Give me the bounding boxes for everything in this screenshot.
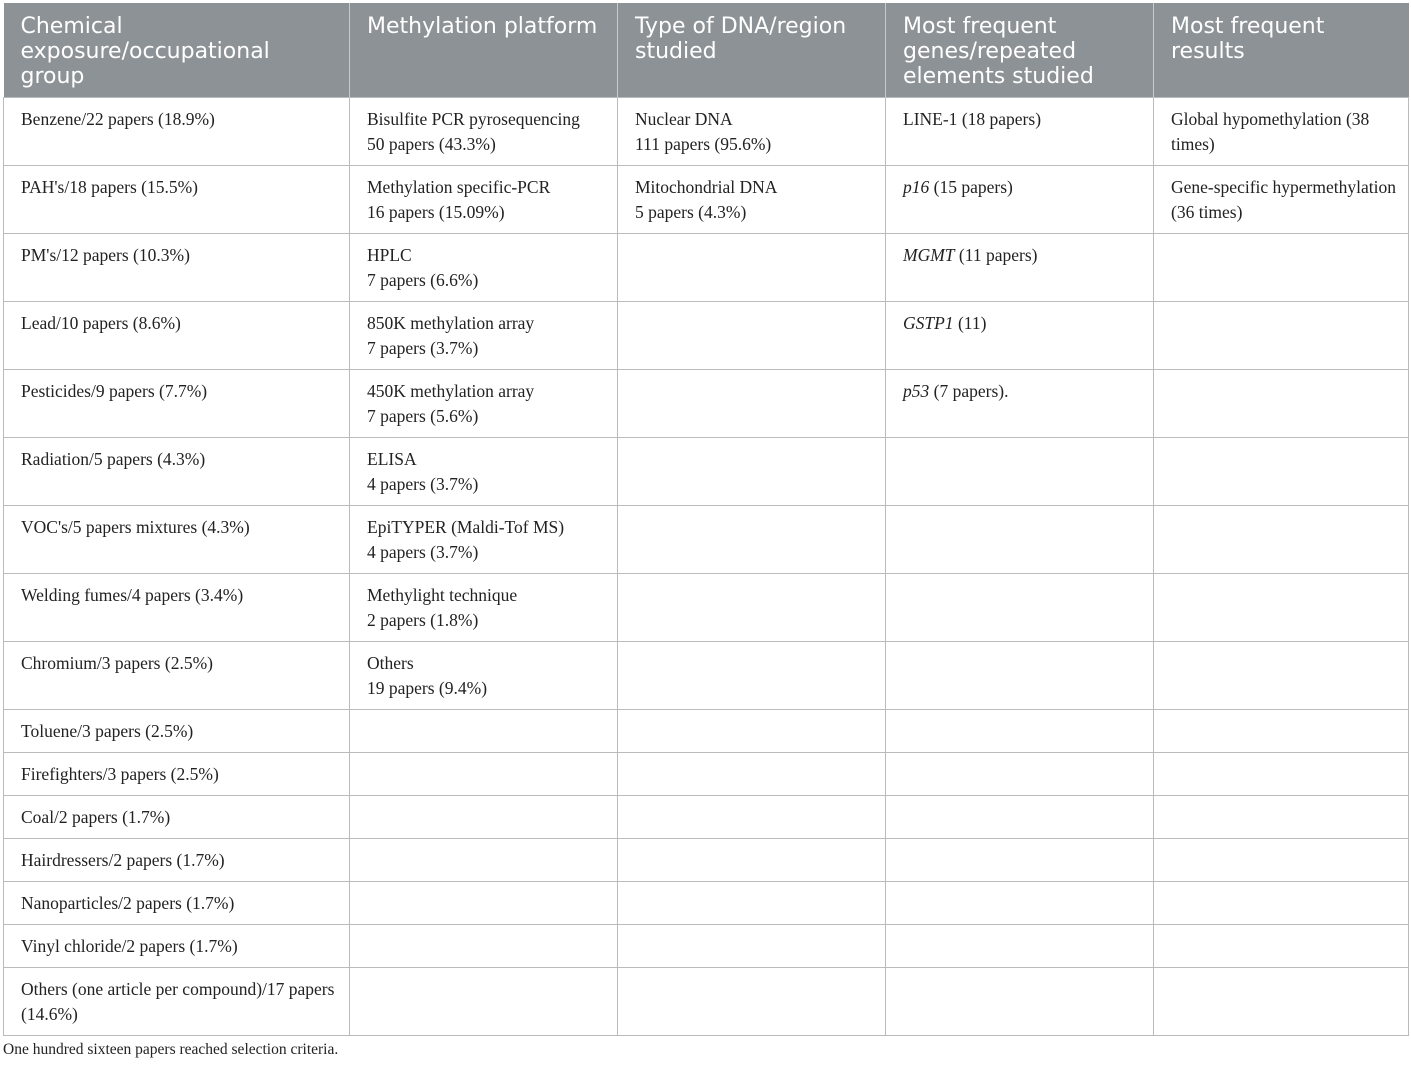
cell-platform [350, 710, 618, 753]
cell-dna-region [618, 98, 886, 166]
platform-count: 4 papers (3.7%) [367, 542, 479, 562]
cell-result [1154, 98, 1409, 166]
cell-result [1154, 234, 1409, 302]
exposure-text: Benzene/22 papers (18.9%) [21, 109, 215, 129]
table-row [4, 753, 1409, 796]
table-row [4, 642, 1409, 710]
table-row [4, 839, 1409, 882]
table-row [4, 234, 1409, 302]
cell-platform [350, 796, 618, 839]
exposure-text: Pesticides/9 papers (7.7%) [21, 381, 208, 401]
cell-platform [350, 370, 618, 438]
cell-gene [886, 574, 1154, 642]
gene-name: LINE-1 [903, 109, 958, 129]
dna-count: 111 papers (95.6%) [635, 134, 772, 154]
cell-dna-region [618, 370, 886, 438]
cell-platform [350, 642, 618, 710]
exposure-text: Chromium/3 papers (2.5%) [21, 653, 213, 673]
cell-exposure [4, 370, 350, 438]
cell-gene [886, 438, 1154, 506]
cell-dna-region [618, 302, 886, 370]
cell-platform [350, 882, 618, 925]
table-row [4, 302, 1409, 370]
cell-exposure [4, 234, 350, 302]
cell-platform [350, 98, 618, 166]
cell-platform [350, 438, 618, 506]
platform-count: 4 papers (3.7%) [367, 474, 479, 494]
exposure-text: PAH's/18 papers (15.5%) [21, 177, 199, 197]
cell-gene [886, 98, 1154, 166]
cell-exposure [4, 166, 350, 234]
table-header [4, 3, 1409, 98]
cell-result [1154, 574, 1409, 642]
cell-result [1154, 506, 1409, 574]
platform-count: 16 papers (15.09%) [367, 202, 505, 222]
table-row [4, 882, 1409, 925]
exposure-text: Firefighters/3 papers (2.5%) [21, 764, 219, 784]
exposure-text: Others (one article per compound)/17 papers (14.6%) [21, 979, 335, 1024]
table-row [4, 574, 1409, 642]
cell-gene [886, 882, 1154, 925]
result-text: Global hypomethylation (38 times) [1171, 109, 1370, 154]
cell-result [1154, 642, 1409, 710]
cell-gene [886, 753, 1154, 796]
cell-gene [886, 710, 1154, 753]
cell-dna-region [618, 642, 886, 710]
cell-exposure [4, 642, 350, 710]
cell-result [1154, 370, 1409, 438]
gene-name: GSTP1 [903, 313, 954, 333]
cell-platform [350, 574, 618, 642]
cell-dna-region [618, 882, 886, 925]
cell-dna-region [618, 710, 886, 753]
methylation-summary-table [3, 3, 1409, 1036]
cell-gene [886, 642, 1154, 710]
cell-dna-region [618, 166, 886, 234]
platform-name: Methylight technique [367, 585, 518, 605]
cell-exposure [4, 710, 350, 753]
cell-gene [886, 968, 1154, 1036]
cell-gene [886, 166, 1154, 234]
platform-name: HPLC [367, 245, 412, 265]
cell-gene [886, 796, 1154, 839]
gene-name: p16 [903, 177, 930, 197]
table-row [4, 968, 1409, 1036]
exposure-text: VOC's/5 papers mixtures (4.3%) [21, 517, 250, 537]
cell-gene [886, 370, 1154, 438]
cell-platform [350, 839, 618, 882]
cell-gene [886, 839, 1154, 882]
cell-platform [350, 234, 618, 302]
cell-result [1154, 925, 1409, 968]
exposure-text: Toluene/3 papers (2.5%) [21, 721, 194, 741]
cell-platform [350, 968, 618, 1036]
cell-result [1154, 839, 1409, 882]
cell-exposure [4, 506, 350, 574]
cell-gene [886, 234, 1154, 302]
table-row [4, 438, 1409, 506]
table-row [4, 925, 1409, 968]
dna-count: 5 papers (4.3%) [635, 202, 747, 222]
cell-result [1154, 796, 1409, 839]
cell-exposure [4, 925, 350, 968]
table-body [4, 98, 1409, 1036]
platform-name: 450K methylation array [367, 381, 535, 401]
cell-result [1154, 302, 1409, 370]
platform-count: 7 papers (3.7%) [367, 338, 479, 358]
gene-name: MGMT [903, 245, 955, 265]
cell-dna-region [618, 506, 886, 574]
header-platform: Methylation platform [350, 3, 618, 98]
exposure-text: PM's/12 papers (10.3%) [21, 245, 190, 265]
table-row [4, 506, 1409, 574]
cell-platform [350, 925, 618, 968]
platform-count: 2 papers (1.8%) [367, 610, 479, 630]
platform-count: 7 papers (6.6%) [367, 270, 479, 290]
table-footnote: One hundred sixteen papers reached selection criteria. [3, 1041, 339, 1058]
dna-name: Mitochondrial DNA [635, 177, 778, 197]
exposure-text: Hairdressers/2 papers (1.7%) [21, 850, 225, 870]
table-row [4, 796, 1409, 839]
platform-name: Methylation specific-PCR [367, 177, 551, 197]
header-genes: Most frequent genes/repeated elements studied [886, 3, 1154, 98]
cell-exposure [4, 882, 350, 925]
cell-dna-region [618, 796, 886, 839]
cell-result [1154, 882, 1409, 925]
cell-gene [886, 506, 1154, 574]
platform-count: 50 papers (43.3%) [367, 134, 496, 154]
cell-result [1154, 438, 1409, 506]
exposure-text: Nanoparticles/2 papers (1.7%) [21, 893, 235, 913]
cell-dna-region [618, 839, 886, 882]
platform-count: 7 papers (5.6%) [367, 406, 479, 426]
table-container [3, 3, 1408, 1036]
gene-count: (11 papers) [954, 245, 1038, 265]
platform-name: Others [367, 653, 414, 673]
gene-name: p53 [903, 381, 930, 401]
cell-dna-region [618, 968, 886, 1036]
cell-dna-region [618, 753, 886, 796]
cell-exposure [4, 796, 350, 839]
cell-dna-region [618, 574, 886, 642]
exposure-text: Lead/10 papers (8.6%) [21, 313, 181, 333]
cell-exposure [4, 753, 350, 796]
table-row [4, 370, 1409, 438]
table-row [4, 166, 1409, 234]
platform-name: EpiTYPER (Maldi-Tof MS) [367, 517, 565, 537]
dna-name: Nuclear DNA [635, 109, 733, 129]
table-row [4, 710, 1409, 753]
exposure-text: Vinyl chloride/2 papers (1.7%) [21, 936, 238, 956]
platform-count: 19 papers (9.4%) [367, 678, 488, 698]
header-dna-region: Type of DNA/region studied [618, 3, 886, 98]
cell-exposure [4, 839, 350, 882]
exposure-text: Welding fumes/4 papers (3.4%) [21, 585, 244, 605]
cell-platform [350, 506, 618, 574]
cell-result [1154, 710, 1409, 753]
result-text: Gene-specific hypermethylation (36 times) [1171, 177, 1396, 222]
cell-exposure [4, 302, 350, 370]
header-results: Most frequent results [1154, 3, 1409, 98]
cell-platform [350, 302, 618, 370]
platform-name: Bisulfite PCR pyrosequencing [367, 109, 580, 129]
platform-name: ELISA [367, 449, 417, 469]
table-row [4, 98, 1409, 166]
cell-exposure [4, 574, 350, 642]
gene-count: (15 papers) [929, 177, 1013, 197]
cell-gene [886, 925, 1154, 968]
exposure-text: Radiation/5 papers (4.3%) [21, 449, 206, 469]
exposure-text: Coal/2 papers (1.7%) [21, 807, 171, 827]
cell-result [1154, 166, 1409, 234]
gene-count: (18 papers) [957, 109, 1042, 129]
cell-gene [886, 302, 1154, 370]
cell-dna-region [618, 925, 886, 968]
cell-platform [350, 753, 618, 796]
cell-dna-region [618, 234, 886, 302]
gene-count: (11) [953, 313, 987, 333]
header-exposure: Chemical exposure/occupational group [4, 3, 350, 98]
cell-result [1154, 753, 1409, 796]
platform-name: 850K methylation array [367, 313, 535, 333]
cell-exposure [4, 438, 350, 506]
cell-exposure [4, 98, 350, 166]
cell-result [1154, 968, 1409, 1036]
gene-count: (7 papers). [929, 381, 1009, 401]
cell-dna-region [618, 438, 886, 506]
cell-exposure [4, 968, 350, 1036]
cell-platform [350, 166, 618, 234]
